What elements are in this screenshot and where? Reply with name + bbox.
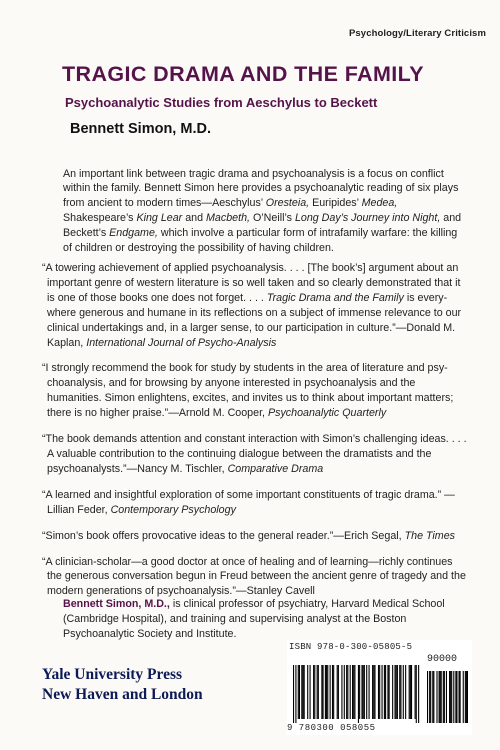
barcode-bar: [314, 665, 315, 719]
barcode-bar: [298, 665, 299, 719]
addon-bar: [440, 671, 441, 723]
barcode-bar: [405, 665, 406, 719]
barcode-bar: [313, 665, 314, 719]
barcode-bar: [385, 665, 386, 719]
barcode-bar: [325, 665, 326, 719]
intro-segment: and: [182, 212, 207, 225]
barcode-bar: [410, 665, 411, 719]
quote-segment: International Journal of Psycho-Analysis: [86, 336, 277, 349]
intro-segment: An important link between tragic drama and psychoanalysis is a focus on conflict within the family. Bennett Simon here provides a psychoanalytic reading of six plays from ancient to modern times—Aeschylus’: [63, 167, 459, 210]
barcode-bar: [307, 665, 308, 719]
barcode-bar: [411, 665, 412, 719]
quote-segment: The Times: [404, 529, 455, 542]
addon-bar: [443, 671, 444, 723]
review-quote: [42, 361, 467, 421]
quote-segment: “A clinician-scholar—a good doctor at once of healing and of learning—richly continues the generous conversation begun in Freud between the ancient genre of tragedy and the modern generations of psychoanalysis.”—Stanley Cavell: [42, 555, 466, 598]
barcode-bar: [418, 665, 419, 723]
intro-segment: O’Neill’s: [250, 212, 295, 225]
author-name: Bennett Simon, M.D.: [70, 121, 211, 137]
barcode-bar: [352, 665, 353, 719]
review-quote: [42, 555, 467, 600]
quote-segment: “A learned and insightful exploration of some important constituents of tragic drama.” —Lillian Feder,: [42, 488, 455, 516]
barcode-bar: [369, 665, 370, 719]
barcode-bar: [323, 665, 324, 719]
barcode-image: [291, 665, 471, 723]
barcode-number: 9 780300 058055: [287, 723, 376, 733]
barcode-bar: [378, 665, 379, 719]
barcode-bar: [416, 665, 417, 723]
publisher-imprint: [42, 665, 203, 705]
review-quote: [42, 488, 467, 518]
addon-bar: [466, 671, 467, 723]
quote-segment: “The book demands attention and constant interaction with Simon’s challenging ideas. . . . A valuable contribution to the continuing dialogue between the dramatists and the psychoanalysts.”—Nancy M. Tischler,: [42, 433, 467, 475]
price-addon-number: 90000: [427, 654, 458, 665]
addon-bar: [467, 671, 468, 723]
review-quote: [42, 261, 467, 350]
barcode-bar: [326, 665, 327, 719]
addon-bar: [436, 671, 437, 723]
addon-bar: [449, 671, 450, 723]
quote-segment: Tragic Drama and the Family: [266, 291, 404, 304]
quote-segment: Contemporary Psychology: [110, 503, 236, 516]
barcode-bar: [372, 665, 373, 719]
intro-segment: Shakespeare’s: [63, 212, 137, 225]
barcode-bar: [341, 665, 342, 719]
barcode-bar: [317, 665, 318, 719]
intro-segment: Macbeth,: [206, 212, 250, 225]
isbn-barcode-panel: [287, 640, 472, 735]
intro-segment: Euripides’: [309, 197, 362, 210]
addon-bar: [430, 671, 431, 723]
addon-bar: [441, 671, 442, 723]
barcode-bar: [338, 665, 339, 719]
addon-bar: [450, 671, 451, 723]
barcode-bar: [318, 665, 319, 719]
intro-segment: Medea,: [361, 197, 398, 210]
barcode-bar: [389, 665, 390, 719]
publisher-location: New Haven and London: [42, 686, 203, 703]
barcode-bar: [409, 665, 410, 719]
barcode-bar: [358, 665, 359, 723]
barcode-bar: [399, 665, 400, 719]
review-quote: [42, 432, 467, 477]
intro-segment: and Beckett’s: [63, 212, 462, 239]
quote-segment: “Simon’s book offers provocative ideas to the general reader.”—Erich Segal,: [42, 529, 405, 542]
barcode-bar: [354, 665, 355, 719]
quote-segment: Comparative Drama: [227, 462, 324, 475]
barcode-bar: [382, 665, 383, 719]
publisher-name: Yale University Press: [42, 666, 183, 683]
author-bio: [63, 597, 463, 642]
barcode-bar: [387, 665, 388, 719]
barcode-bar: [299, 665, 300, 719]
book-title: TRAGIC DRAMA AND THE FAMILY: [62, 62, 424, 86]
quote-segment: “A towering achievement of applied psychoanalysis. . . . [The book’s] argument about an important genre of western literature is so well taken and so clearly demonstrated that it is one of those books one does not forget. . . .: [42, 262, 461, 304]
addon-bar: [451, 671, 452, 723]
intro-segment: Endgame,: [109, 226, 158, 239]
barcode-bar: [396, 665, 397, 719]
addon-bar: [459, 671, 460, 723]
book-subtitle: Psychoanalytic Studies from Aeschylus to Beckett: [65, 95, 378, 110]
bio-author-name: Bennett Simon, M.D.,: [63, 597, 170, 610]
barcode-bar: [350, 665, 351, 719]
addon-bar: [456, 671, 457, 723]
barcode-bar: [293, 665, 294, 723]
barcode-bar: [392, 665, 393, 719]
barcode-bar: [302, 665, 303, 719]
barcode-bar: [337, 665, 338, 719]
intro-segment: Long Day’s Journey into Night,: [294, 212, 441, 225]
barcode-bar: [373, 665, 374, 719]
barcode-bar: [304, 665, 305, 719]
barcode-bar: [361, 665, 362, 719]
barcode-bar: [397, 665, 398, 719]
intro-segment: King Lear: [136, 212, 183, 225]
barcode-bar: [327, 665, 328, 719]
intro-segment: Oresteia,: [265, 197, 310, 210]
barcode-bar: [332, 665, 333, 719]
barcode-bar: [330, 665, 331, 719]
barcode-bar: [295, 665, 296, 723]
barcode-bar: [394, 665, 395, 719]
addon-bar: [439, 671, 440, 723]
barcode-bar: [310, 665, 311, 719]
bio-text: is clinical professor of psychiatry, Harvard Medical School (Cambridge Hospital), and training and supervising analyst at the Boston Psychoanalytic Society and Institute.: [63, 597, 445, 640]
barcode-bar: [347, 665, 348, 719]
barcode-bar: [384, 665, 385, 719]
addon-bar: [432, 671, 433, 723]
intro-paragraph: [63, 167, 463, 256]
addon-bar: [446, 671, 447, 723]
review-quote: [42, 529, 467, 544]
quote-segment: Psychoanalytic Quarterly: [267, 407, 387, 420]
barcode-bar: [346, 665, 347, 719]
barcode-bar: [363, 665, 364, 719]
addon-bar: [429, 671, 430, 723]
barcode-bar: [400, 665, 401, 719]
barcode-bar: [359, 665, 360, 719]
addon-bar: [465, 671, 466, 723]
addon-bar: [455, 671, 456, 723]
review-quotes: [42, 261, 467, 610]
quote-segment: is every-where generous and humane in its reflections on a subject of immense relevance to our clinical undertakings and, in a larger sense, to our participation in culture.”—Donald M. Kaplan,: [47, 291, 462, 349]
addon-bar: [433, 671, 434, 723]
barcode-bar: [366, 665, 367, 719]
addon-bar: [453, 671, 454, 723]
addon-bar: [427, 671, 428, 723]
isbn-text: ISBN 978-0-300-05805-5: [289, 642, 413, 652]
category-label: Psychology/Literary Criticism: [348, 28, 486, 39]
intro-segment: which involve a particular form of intrafamily warfare: the killing of children or destroying the possibility of having children.: [63, 226, 458, 254]
addon-bar: [463, 671, 464, 723]
barcode-bar: [374, 665, 375, 719]
barcode-bar: [415, 665, 416, 719]
barcode-bar: [321, 665, 322, 719]
barcode-bar: [379, 665, 380, 719]
barcode-bar: [364, 665, 365, 719]
quote-segment: “I strongly recommend the book for study by students in the area of literature and psy-choanalysis, and for browsing by anyone interested in psychoanalysis and the humanities. Simon enlightens, excites, and invites us to think about important matters; there is no higher praise.”—Arnold M. Cooper,: [42, 362, 454, 420]
barcode-bar: [353, 665, 354, 719]
barcode-bar: [301, 665, 302, 719]
barcode-bar: [344, 665, 345, 719]
barcode-bar: [333, 665, 334, 719]
barcode-bar: [403, 665, 404, 719]
addon-bar: [460, 671, 461, 723]
addon-bar: [444, 671, 445, 723]
